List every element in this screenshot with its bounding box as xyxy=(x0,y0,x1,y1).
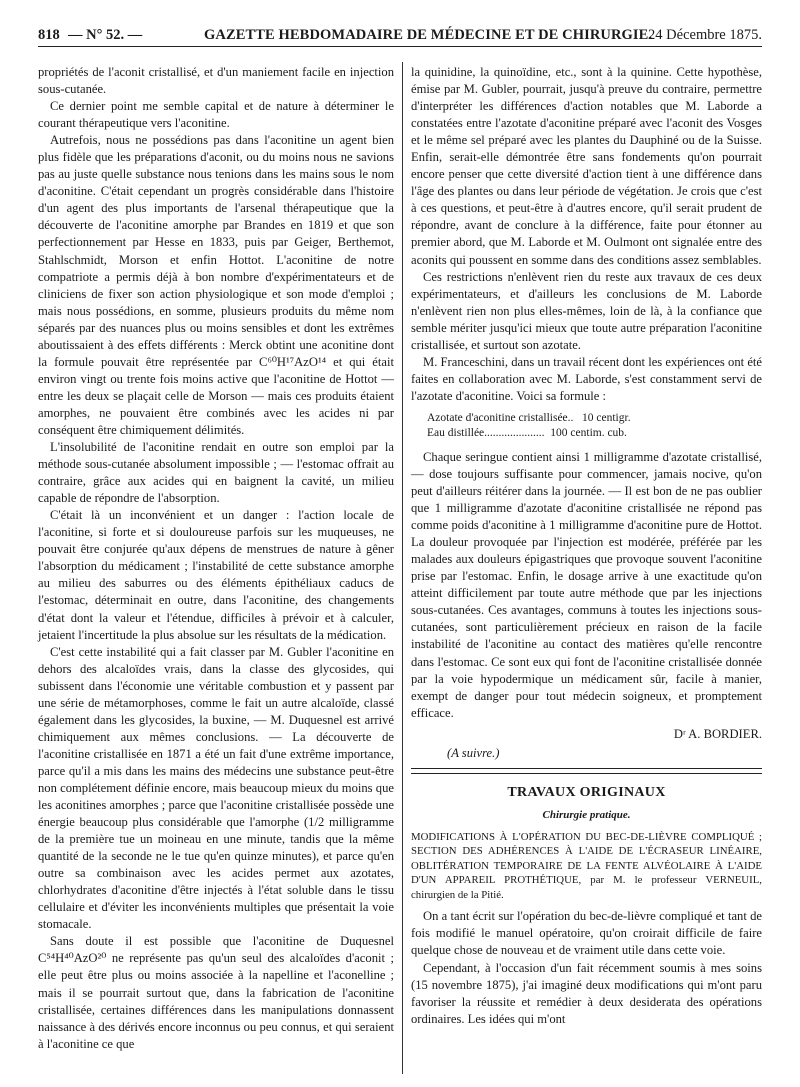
journal-title: GAZETTE HEBDOMADAIRE DE MÉDECINE ET DE CHIRURGIE. xyxy=(204,27,653,43)
page-number: 818 xyxy=(38,27,60,43)
paragraph: C'était là un inconvénient et un danger : l'action locale de l'aconitine, si forte et si douloureuse parfois sur les muqueuses, ne pouvait être conjurée qu'aux dépens de menstrues de nature à gêner l'absorption du médicament ; l'instabilité de cette substance amorphe au milieu des saburres ou des éléments épithéliaux caducs de l'estomac, déterminait en outre, dans l'aconitine, des changements d'état dont la valeur et l'étendue, difficiles à prévoir et à calculer, jetaient l'incertitude la plus absolue sur les résultats de la médication. xyxy=(38,508,394,642)
paragraph: Sans doute il est possible que l'aconitine de Duquesnel C⁵⁴H⁴⁰AzO²⁰ ne représente pas qu'un seul des alcaloïdes d'aconit ; elle peut être plus ou moins associée à la napelline et l'aconelline ; mais il se pourrait surtout que, dans la fabrication de l'aconitine cristallisée, certaines différences dans les manipulations donnassent naissance à des dérivés encore inconnus ou peu connus, et qui seraient à l'aconitine ce que xyxy=(38,934,394,1051)
prescription-formula xyxy=(427,411,762,441)
article-title: MODIFICATIONS À L'OPÉRATION DU BEC-DE-LIÈVRE COMPLIQUÉ ; SECTION DES ADHÉRENCES À L'AIDE DE L'ÉCRASEUR LINÉAIRE, OBLITÉRATION TEMPORAIRE DE LA FENTE ALVÉOLAIRE À L'AIDE D'UN APPAREIL PROTHÉTIQUE, par M. le professeur VERNEUIL, chirurgien de la Pitié. xyxy=(411,830,762,901)
paragraph: Ces restrictions n'enlèvent rien du reste aux travaux de ces deux expérimentateurs, et d'ailleurs les conclusions de M. Laborde n'enlèvent rien non plus elles-mêmes, loin de là, à la confiance que semble mériter jusqu'ici mieux que toute autre préparation l'aconitine cristallisée, et surtout son azotate. xyxy=(411,269,762,352)
running-header xyxy=(38,10,762,47)
paragraph: propriétés de l'aconit cristallisé, et d'un maniement facile en injection sous-cutanée. xyxy=(38,65,394,97)
left-column xyxy=(38,64,394,1053)
paragraph: Ce dernier point me semble capital et de nature à déterminer le courant thérapeutique vers l'aconitine. xyxy=(38,99,394,131)
author-signature: Dʳ A. BORDIER. xyxy=(673,726,762,741)
section-title: TRAVAUX ORIGINAUX xyxy=(507,784,666,800)
paragraph: C'est cette instabilité qui a fait classer par M. Gubler l'aconitine en dehors des alcaloïdes vrais, dans la classe des glycosides, qui subissent dans l'économie une véritable combustion et y passent par une série de métamorphoses, comme le fait un autre alcaloïde, classé également dans les glycosides, la buxine, — M. Duquesnel est arrivé chimiquement aux mêmes conclusions. — La découverte de l'aconitine cristallisée en 1871 a été un fait d'une extrême importance, parce qu'il a mis dans les mains des médecins une substance peut-être non complétement définie encore, mais beaucoup mieux du moins que les aconitines amorphes ; parce que l'aconitine cristallisée possède une énergie beaucoup plus considérable que l'amorphe (1/2 milligramme de la première tue un moineau en une minute, tandis que la même quantité de la seconde ne le tue qu'en quinze minutes), et parce qu'en outre sa combinaison avec les acides permet aux azotates, chlorhydrates d'aconitine d'être injectés à l'état soluble dans le tissu cellulaire et d'éviter les inconvénients multiples que présentait la voie stomacale. xyxy=(38,644,394,932)
paragraph: Chaque seringue contient ainsi 1 milligramme d'azotate cristallisé, — dose toujours suffisante pour commencer, jamais nocive, qu'on peut d'ailleurs réitérer dans la journée. — Il est bon de ne pas oublier que 1 milligramme d'azotate d'aconitine cristallisée ne répond pas comme poids d'aconitine à 1 milligramme d'aconitine pure de Hottot. La douleur provoquée par l'injection est modérée, préférée par les malades aux douleurs épigastriques que provoque souvent l'aconitine prise par l'estomac. Enfin, le dosage arrive à une exactitude qu'on atteint difficilement par toute autre méthode que par les injections sous-cutanées. Ces avantages, communs à toutes les injections sous-cutanées, sont particulièrement précieux en raison de la facile instabilité de l'aconitine au contact des matières qu'elle rencontre dans l'estomac. Ce sont eux qui font de l'aconitine cristallisée donnée par la voie hypodermique un médicament sûr, facile à manier, exempt de danger pour tout médecin soigneux, et promptement efficace. xyxy=(411,449,762,720)
formula-line: Eau distillée..................... 100 centim. cub. xyxy=(427,426,627,439)
issue-date: 24 Décembre 1875. xyxy=(648,27,762,43)
right-column xyxy=(411,64,762,1028)
formula-line: Azotate d'aconitine cristallisée.. 10 centigr. xyxy=(427,411,631,424)
issue-number: — N° 52. — xyxy=(68,27,143,43)
paragraph: Autrefois, nous ne possédions pas dans l'aconitine un agent bien plus fidèle que les préparations d'aconit, ou du moins nous ne savions pas au juste quelle substance nous tenions dans les mains sous le nom d'aconitine. C'était cependant un progrès considérable dans l'histoire d'un agent des plus importants de l'arsenal thérapeutique que la découverte de l'aconitine amorphe par Brandes en 1819 et que son perfectionnement par Hesse en 1833, puis par Geiger, Berthemot, Stahlschmidt, Morson et enfin Hottot. L'aconitine de notre compatriote a permis déjà à bon nombre d'expérimentateurs et de cliniciens de fixer son action physiologique et son mode d'emploi ; mais nous possédions, en somme, plusieurs produits du même nom séparés par des nuances plus ou moins sensibles et dont les extrêmes aboutissaient à des effets différents : Merck obtint une aconitine dont la formule pouvait être représentée par C⁶⁰H¹⁷AzO¹⁴ et qui était environ vingt ou trente fois moins active que l'aconitine de Hottot — entre les deux se plaçait celle de Morson — mais ces produits étaient amorphes, ne pouvaient être combinés avec les acides ni par conséquent être chimiquement délimités. xyxy=(38,133,394,437)
paragraph: M. Franceschini, dans un travail récent dont les expériences ont été faites en collaboration avec M. Laborde, s'est constamment servi de l'azotate d'aconitine. Voici sa formule : xyxy=(411,354,762,403)
paragraph: L'insolubilité de l'aconitine rendait en outre son emploi par la méthode sous-cutanée absolument impossible ; — l'estomac offrait au contraire, grâce aux acides qui en baignent la cavité, un milieu capable de répondre de l'absorption. xyxy=(38,440,394,506)
column-divider xyxy=(402,62,403,1074)
continued-note: (A suivre.) xyxy=(447,745,500,760)
section-subtitle: Chirurgie pratique. xyxy=(542,808,631,821)
paragraph: On a tant écrit sur l'opération du bec-de-lièvre compliqué et tant de fois modifié le manuel opératoire, qu'on croirait difficile de faire quelque chose de nouveau et de vraiment utile dans cette voie. xyxy=(411,909,762,958)
paragraph: Cependant, à l'occasion d'un fait récemment soumis à mes soins (15 novembre 1875), j'ai imaginé deux modifications qui m'ont paru favoriser la réussite et remédier à deux desiderata des opérations ordinaires. Les idées qui m'ont xyxy=(411,960,762,1026)
section-separator xyxy=(411,768,762,774)
paragraph: la quinidine, la quinoïdine, etc., sont à la quinine. Cette hypothèse, émise par M. Gubler, pourrait, jusqu'à preuve du contraire, permettre d'interpréter les différences d'action notables que M. Laborde a constatées entre l'azotate d'aconitine préparé avec l'aconit des Vosges et le même sel préparé avec les plantes du Dauphiné ou de la Suisse. Enfin, serait-elle démontrée être sans fondements qu'on pourrait encore penser que cette diversité d'action tient à une différence dans l'âge des plantes ou dans leur période de végétation. Je crois que c'est à ces questions, et peut-être à d'autres encore, qu'il serait prudent de répondre, avant de conclure à la différence, faite pour étonner au premier abord, que M. Laborde et M. Oulmont ont signalée entre des aconits qui poussent en somme dans des conditions assez semblables. xyxy=(411,65,762,267)
